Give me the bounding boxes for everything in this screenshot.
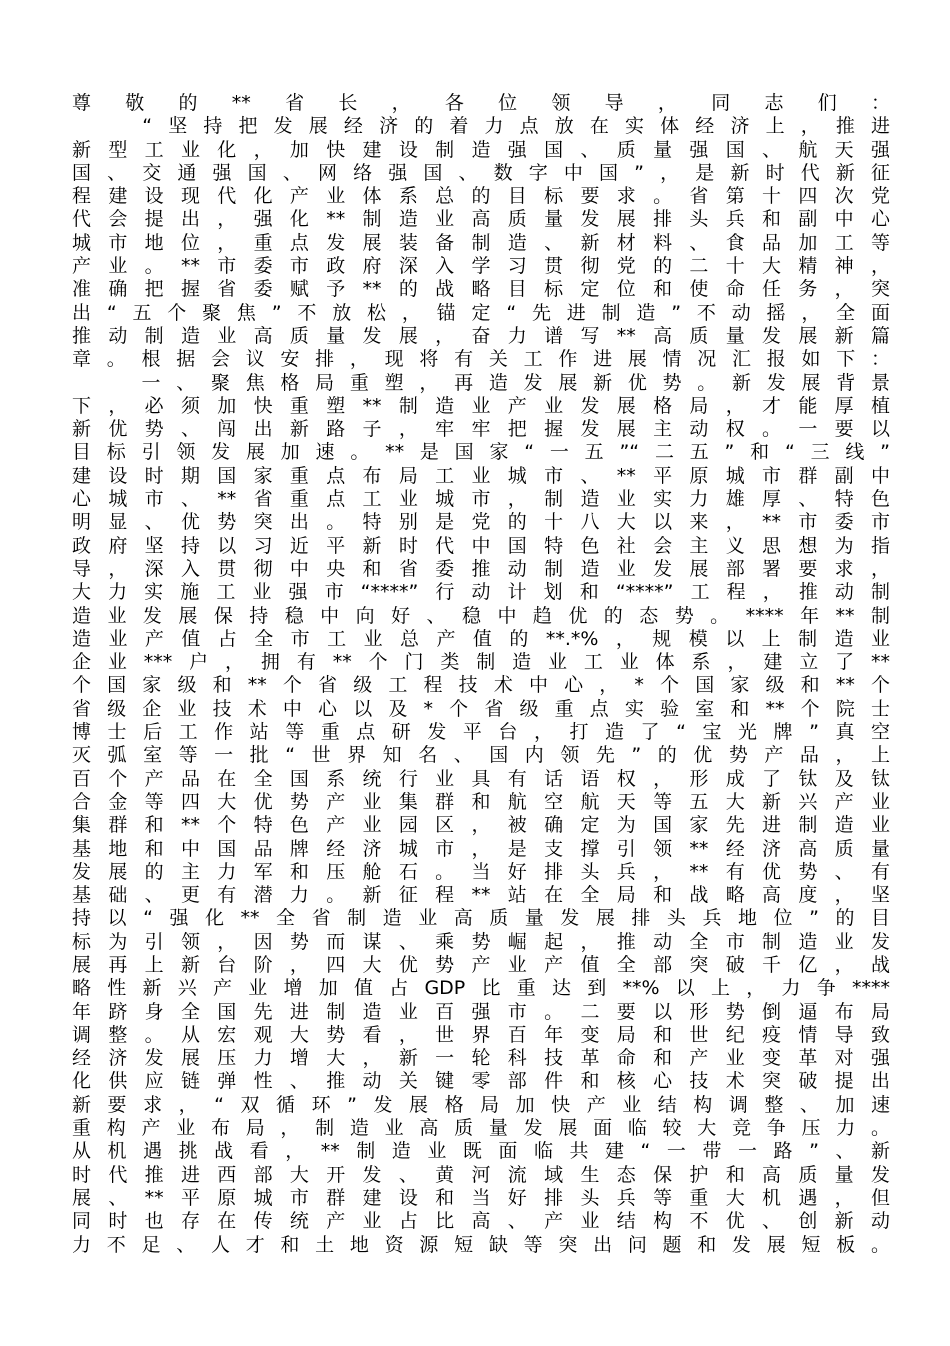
text-line: 导，深入贯彻中央和省委推动制造业发展部署要求， bbox=[72, 557, 890, 580]
text-line: 基础、更有潜力。新征程**站在全局和战略高度，坚 bbox=[72, 884, 890, 907]
text-line: 时代推进西部大开发、黄河流域生态保护和高质量发 bbox=[72, 1163, 890, 1186]
text-line: 出“五个聚焦”不放松，锚定“先进制造”不动摇，全面 bbox=[72, 301, 890, 324]
text-line: 企业***户，拥有**个门类制造业工业体系，建立了** bbox=[72, 651, 890, 674]
text-line: 化供应链弹性、推动关键零部件和核心技术突破提出 bbox=[72, 1070, 890, 1093]
text-line: 新优势、闯出新路子，牢牢把握发展主动权。一要以 bbox=[72, 418, 890, 441]
text-line: 政府坚持以习近平新时代中国特色社会主义思想为指 bbox=[72, 534, 890, 557]
text-line: 基地和中国品牌经济城市，是支撑引领**经济高质量 bbox=[72, 837, 890, 860]
text-line: 大力实施工业强市“****”行动计划和“****”工程，推动制 bbox=[72, 581, 890, 604]
text-line: 持以“强化**全省制造业高质量发展排头兵地位”的目 bbox=[72, 907, 890, 930]
text-line: 百个产品在全国系统行业具有话语权，形成了钛及钛 bbox=[72, 767, 890, 790]
text-line: 心城市、**省重点工业城市，制造业实力雄厚、特色 bbox=[72, 488, 890, 511]
section-heading-line: 一、聚焦格局重塑，再造发展新优势。新发展背景 bbox=[72, 371, 890, 394]
text-line: 城市地位，重点发展装备制造、新材料、食品加工等 bbox=[72, 231, 890, 254]
text-line: 从机遇挑战看，**制造业既面临共建“一带一路”、新 bbox=[72, 1140, 890, 1163]
text-line: 建设时期国家重点布局工业城市、**平原城市群副中 bbox=[72, 464, 890, 487]
text-line: 博士后工作站等重点研发平台，打造了“宝光牌”真空 bbox=[72, 721, 890, 744]
text-line: 调整。从宏观大势看，世界百年变局和世纪疫情导致 bbox=[72, 1023, 890, 1046]
text-line: 下，必须加快重塑**制造业产业发展格局，才能厚植 bbox=[72, 394, 890, 417]
text-line: 灭弧室等一批“世界知名、国内领先”的优势产品，上 bbox=[72, 744, 890, 767]
document-body bbox=[72, 92, 890, 1257]
text-line: 合金等四大优势产业集群和航空航天等五大新兴产业 bbox=[72, 790, 890, 813]
text-line: 造业发展保持稳中向好、稳中趋优的态势。****年**制 bbox=[72, 604, 890, 627]
text-line: 展、**平原城市群建设和当好排头兵等重大机遇，但 bbox=[72, 1186, 890, 1209]
text-line: 明显、优势突出。特别是党的十八大以来，**市委市 bbox=[72, 511, 890, 534]
text-line: 发展的主力军和压舱石。当好排头兵，**有优势、有 bbox=[72, 860, 890, 883]
text-line: 章。根据会议安排，现将有关工作进展情况汇报如下： bbox=[72, 348, 890, 371]
text-line: 同时也存在传统产业占比高、产业结构不优、创新动 bbox=[72, 1210, 890, 1233]
text-line: 集群和**个特色产业园区，被确定为国家先进制造业 bbox=[72, 814, 890, 837]
text-line: 个国家级和**个省级工程技术中心，*个国家级和**个 bbox=[72, 674, 890, 697]
text-line: 推动制造业高质量发展，奋力谱写**高质量发展新篇 bbox=[72, 324, 890, 347]
text-line: 新要求，“双循环”发展格局加快产业结构调整、加速 bbox=[72, 1093, 890, 1116]
text-line: 略性新兴产业增加值占GDP比重达到**%以上，力争**** bbox=[72, 977, 890, 1000]
text-line: 准确把握省委赋予**的战略目标定位和使命任务，突 bbox=[72, 278, 890, 301]
text-line: 国、交通强国、网络强国、数字中国”，是新时代新征 bbox=[72, 161, 890, 184]
text-line: 省级企业技术中心以及*个省级重点实验室和**个院士 bbox=[72, 697, 890, 720]
text-line: 新型工业化，加快建设制造强国、质量强国、航天强 bbox=[72, 138, 890, 161]
text-line: 造业产值占全市工业总产值的**.*%，规模以上制造业 bbox=[72, 627, 890, 650]
text-line: 代会提出，强化**制造业高质量发展排头兵和副中心 bbox=[72, 208, 890, 231]
text-line: 标为引领，因势而谋、乘势崛起，推动全市制造业发 bbox=[72, 930, 890, 953]
text-line: 目标引领发展加速。**是国家“一五”“二五”和“三线” bbox=[72, 441, 890, 464]
text-line: “坚持把发展经济的着力点放在实体经济上，推进 bbox=[72, 115, 890, 138]
text-line: 展再上新台阶，四大优势产业产值全部突破千亿，战 bbox=[72, 953, 890, 976]
text-line: 产业。**市委市政府深入学习贯彻党的二十大精神， bbox=[72, 255, 890, 278]
text-line: 程建设现代化产业体系总的目标要求。省第十四次党 bbox=[72, 185, 890, 208]
text-line: 力不足、人才和土地资源短缺等突出问题和发展短板。 bbox=[72, 1233, 890, 1256]
greeting-line: 尊敬的**省长，各位领导，同志们： bbox=[72, 92, 890, 114]
text-line: 重构产业布局，制造业高质量发展面临较大竞争压力。 bbox=[72, 1117, 890, 1140]
text-line: 年跻身全国先进制造业百强市。二要以形势倒逼布局 bbox=[72, 1000, 890, 1023]
text-line: 经济发展压力增大，新一轮科技革命和产业变革对强 bbox=[72, 1047, 890, 1070]
